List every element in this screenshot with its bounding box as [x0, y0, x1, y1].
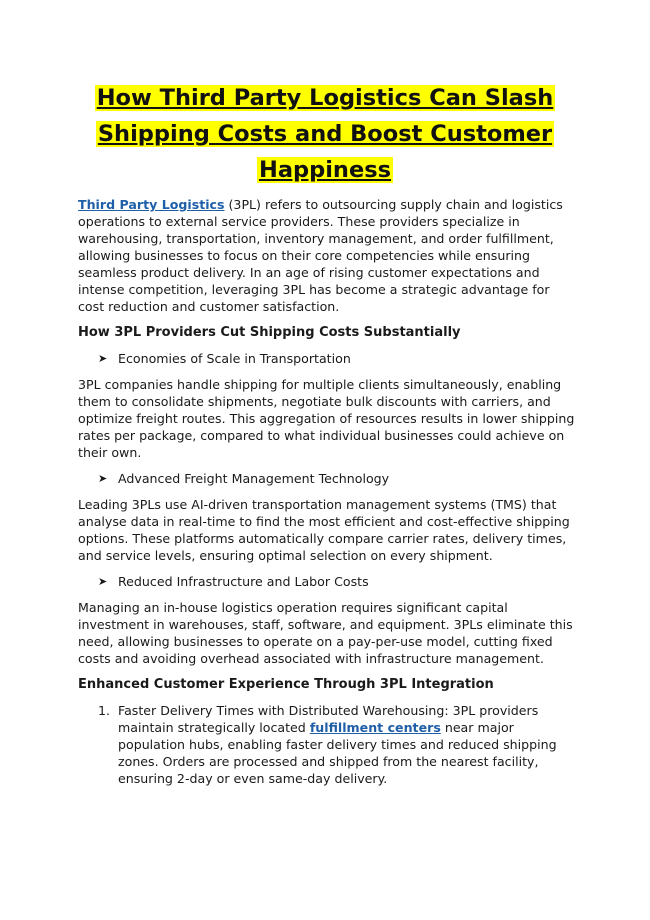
bullet-item [78, 350, 575, 368]
numbered-text-after: near major population hubs, enabling faster delivery times and reduced shipping zones. Orders are processed and shipped from the nearest facility, ensuring 2-day or even same-day delivery. [118, 720, 557, 786]
document-title [78, 80, 572, 188]
bullet-item [78, 573, 575, 591]
intro-text: (3PL) refers to outsourcing supply chain and logistics operations to external service providers. These providers specialize in warehousing, transportation, inventory management, and order fulfillment, allowing businesses to focus on their core competencies while ensuring seamless product delivery. In an age of rising customer expectations and intense competition, leveraging 3PL has become a strategic advantage for cost reduction and customer satisfaction. [78, 197, 563, 314]
title-line-3: Happiness [258, 157, 391, 183]
numbered-item-text [118, 702, 575, 787]
third-party-logistics-link[interactable]: Third Party Logistics [78, 197, 225, 212]
intro-paragraph [78, 196, 575, 315]
numbered-item [78, 702, 575, 787]
body-paragraph: Managing an in-house logistics operation requires significant capital investment in warehouses, staff, software, and equipment. 3PLs eliminate this need, allowing businesses to operate on a pay-per-use model, cutting fixed costs and avoiding overhead associated with infrastructure management. [78, 600, 573, 666]
title-line-1: How Third Party Logistics Can Slash [96, 85, 554, 111]
title-line-2: Shipping Costs and Boost Customer [97, 121, 553, 147]
list-number: 1. [98, 703, 111, 718]
fulfillment-centers-link[interactable]: fulfillment centers [309, 720, 441, 735]
section-heading-experience: Enhanced Customer Experience Through 3PL Integration [78, 677, 494, 692]
bullet-label: Economies of Scale in Transportation [118, 351, 351, 366]
body-paragraph: Leading 3PLs use AI-driven transportation management systems (TMS) that analyse data in real-time to find the most efficient and cost-effective shipping options. These platforms automatically compare carrier rates, delivery times, and service levels, ensuring optimal selection on every shipment. [78, 497, 570, 563]
document-body [78, 196, 575, 787]
arrow-bullet-icon: ➤ [98, 575, 108, 588]
bullet-label: Reduced Infrastructure and Labor Costs [118, 574, 369, 589]
bullet-item [78, 470, 575, 488]
numbered-text-before: Faster Delivery Times with Distributed Warehousing: 3PL providers maintain strategically located [118, 703, 539, 735]
arrow-bullet-icon: ➤ [98, 352, 108, 365]
arrow-bullet-icon: ➤ [98, 472, 108, 485]
section-heading-cost: How 3PL Providers Cut Shipping Costs Substantially [78, 325, 461, 340]
bullet-label: Advanced Freight Management Technology [118, 471, 390, 486]
body-paragraph: 3PL companies handle shipping for multiple clients simultaneously, enabling them to consolidate shipments, negotiate bulk discounts with carriers, and optimize freight routes. This aggregation of resources results in lower shipping rates per package, compared to what individual businesses could achieve on their own. [78, 377, 575, 460]
